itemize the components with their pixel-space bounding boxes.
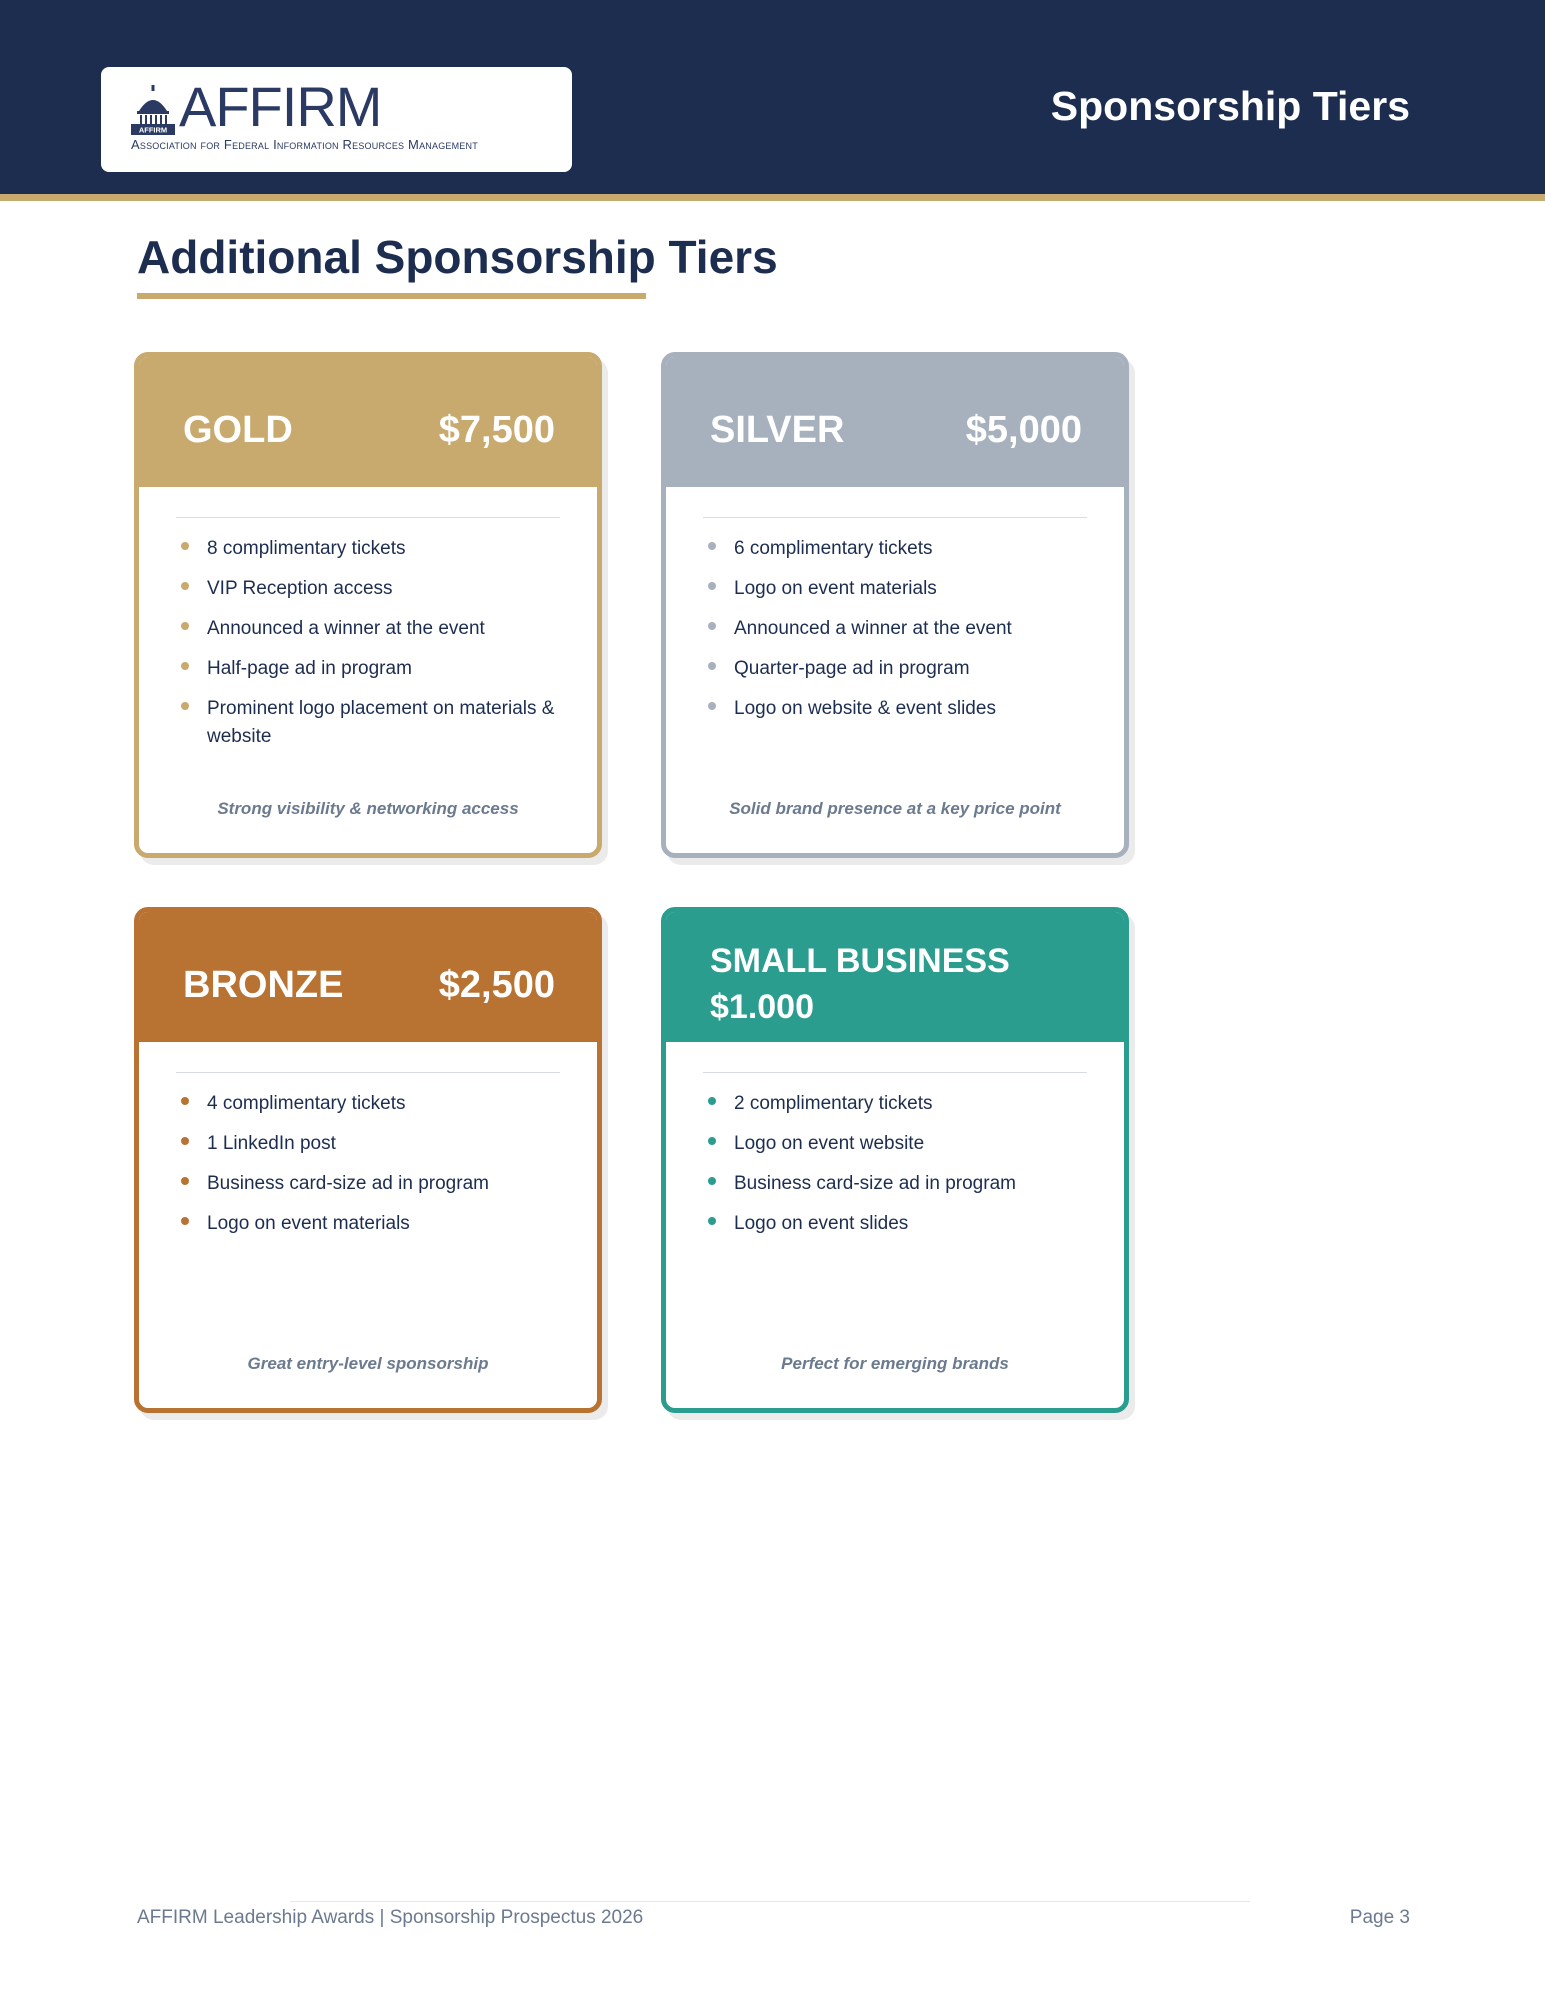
- benefit-text: Logo on event materials: [207, 1213, 410, 1234]
- header-title: Sponsorship Tiers: [1050, 83, 1410, 129]
- bullet-icon: [708, 702, 716, 710]
- benefit-text: Quarter-page ad in program: [734, 658, 970, 679]
- tier-header: [139, 912, 597, 1042]
- page-header: [0, 0, 1545, 201]
- benefit-text: Prominent logo placement on materials & website: [207, 698, 555, 747]
- title-underline: [137, 293, 646, 299]
- bullet-icon: [181, 702, 189, 710]
- benefit-text: Business card-size ad in program: [734, 1173, 1016, 1194]
- divider: [703, 517, 1087, 518]
- bullet-icon: [181, 1097, 189, 1105]
- benefit-item: [706, 615, 1094, 643]
- benefit-item: [706, 695, 1094, 723]
- tier-price: $5,000: [965, 409, 1082, 451]
- bullet-icon: [708, 622, 716, 630]
- bullet-icon: [181, 1137, 189, 1145]
- benefit-text: Announced a winner at the event: [734, 618, 1012, 639]
- tier-header: [666, 357, 1124, 487]
- logo-badge-text: AFFIRM: [138, 125, 168, 135]
- bullet-icon: [708, 1217, 716, 1225]
- benefit-item: [706, 655, 1094, 683]
- tier-header: [666, 912, 1124, 1042]
- divider: [703, 1072, 1087, 1073]
- footer-text: AFFIRM Leadership Awards | Sponsorship Prospectus 2026: [137, 1907, 644, 1928]
- benefit-text: 8 complimentary tickets: [207, 538, 406, 559]
- benefit-text: Logo on website & event slides: [734, 698, 996, 719]
- bullet-icon: [181, 582, 189, 590]
- bullet-icon: [181, 662, 189, 670]
- tier-price: $1.000: [710, 988, 814, 1026]
- bullet-icon: [708, 1177, 716, 1185]
- footer-divider: [290, 1901, 1250, 1902]
- benefit-list: [179, 1090, 567, 1250]
- bullet-icon: [708, 582, 716, 590]
- tier-header: [139, 357, 597, 487]
- benefit-item: [179, 1210, 567, 1238]
- benefit-text: 6 complimentary tickets: [734, 538, 933, 559]
- tier-card-silver: [661, 352, 1129, 858]
- benefit-text: Half-page ad in program: [207, 658, 412, 679]
- benefit-item: [179, 1090, 567, 1118]
- benefit-item: [179, 575, 567, 603]
- tier-price: $2,500: [438, 964, 555, 1006]
- benefit-item: [179, 615, 567, 643]
- benefit-item: [706, 535, 1094, 563]
- tier-name: SILVER: [710, 409, 845, 451]
- tier-tagline: Solid brand presence at a key price point: [729, 799, 1061, 818]
- benefit-text: Logo on event website: [734, 1133, 925, 1154]
- logo-wordmark: AFFIRM: [179, 75, 382, 138]
- benefit-item: [706, 1170, 1094, 1198]
- bullet-icon: [181, 1177, 189, 1185]
- benefit-text: VIP Reception access: [207, 578, 393, 599]
- divider: [176, 517, 560, 518]
- benefit-text: 1 LinkedIn post: [207, 1133, 336, 1154]
- affirm-logo: [101, 67, 572, 172]
- benefit-text: Business card-size ad in program: [207, 1173, 489, 1194]
- benefit-item: [179, 535, 567, 563]
- benefit-text: 2 complimentary tickets: [734, 1093, 933, 1114]
- tier-tagline: Great entry-level sponsorship: [247, 1354, 489, 1373]
- page-title: Additional Sponsorship Tiers: [137, 231, 778, 283]
- benefit-text: Announced a winner at the event: [207, 618, 485, 639]
- benefit-item: [179, 655, 567, 683]
- benefit-item: [179, 695, 567, 751]
- benefit-text: Logo on event materials: [734, 578, 937, 599]
- bullet-icon: [708, 662, 716, 670]
- tier-card-gold: [134, 352, 602, 858]
- benefit-item: [706, 1130, 1094, 1158]
- tier-name: GOLD: [183, 409, 293, 451]
- page-number: Page 3: [1349, 1907, 1410, 1928]
- bullet-icon: [708, 1137, 716, 1145]
- bullet-icon: [181, 622, 189, 630]
- benefit-item: [179, 1170, 567, 1198]
- tier-tagline: Strong visibility & networking access: [217, 799, 519, 818]
- benefit-item: [706, 575, 1094, 603]
- benefit-text: 4 complimentary tickets: [207, 1093, 406, 1114]
- capitol-dome-icon: [131, 85, 175, 135]
- benefit-item: [179, 1130, 567, 1158]
- benefit-list: [706, 535, 1094, 735]
- tier-name: SMALL BUSINESS: [710, 942, 1010, 980]
- bullet-icon: [181, 1217, 189, 1225]
- benefit-item: [706, 1210, 1094, 1238]
- tier-tagline: Perfect for emerging brands: [781, 1354, 1009, 1373]
- divider: [176, 1072, 560, 1073]
- benefit-text: Logo on event slides: [734, 1213, 909, 1234]
- bullet-icon: [708, 542, 716, 550]
- tier-price: $7,500: [438, 409, 555, 451]
- bullet-icon: [181, 542, 189, 550]
- tier-name: BRONZE: [183, 964, 344, 1006]
- benefit-item: [706, 1090, 1094, 1118]
- bullet-icon: [708, 1097, 716, 1105]
- tier-card-bronze: [134, 907, 602, 1413]
- logo-tagline: Association for Federal Information Resources Management: [131, 137, 478, 152]
- benefit-list: [179, 535, 567, 763]
- benefit-list: [706, 1090, 1094, 1250]
- tier-card-small-business: [661, 907, 1129, 1413]
